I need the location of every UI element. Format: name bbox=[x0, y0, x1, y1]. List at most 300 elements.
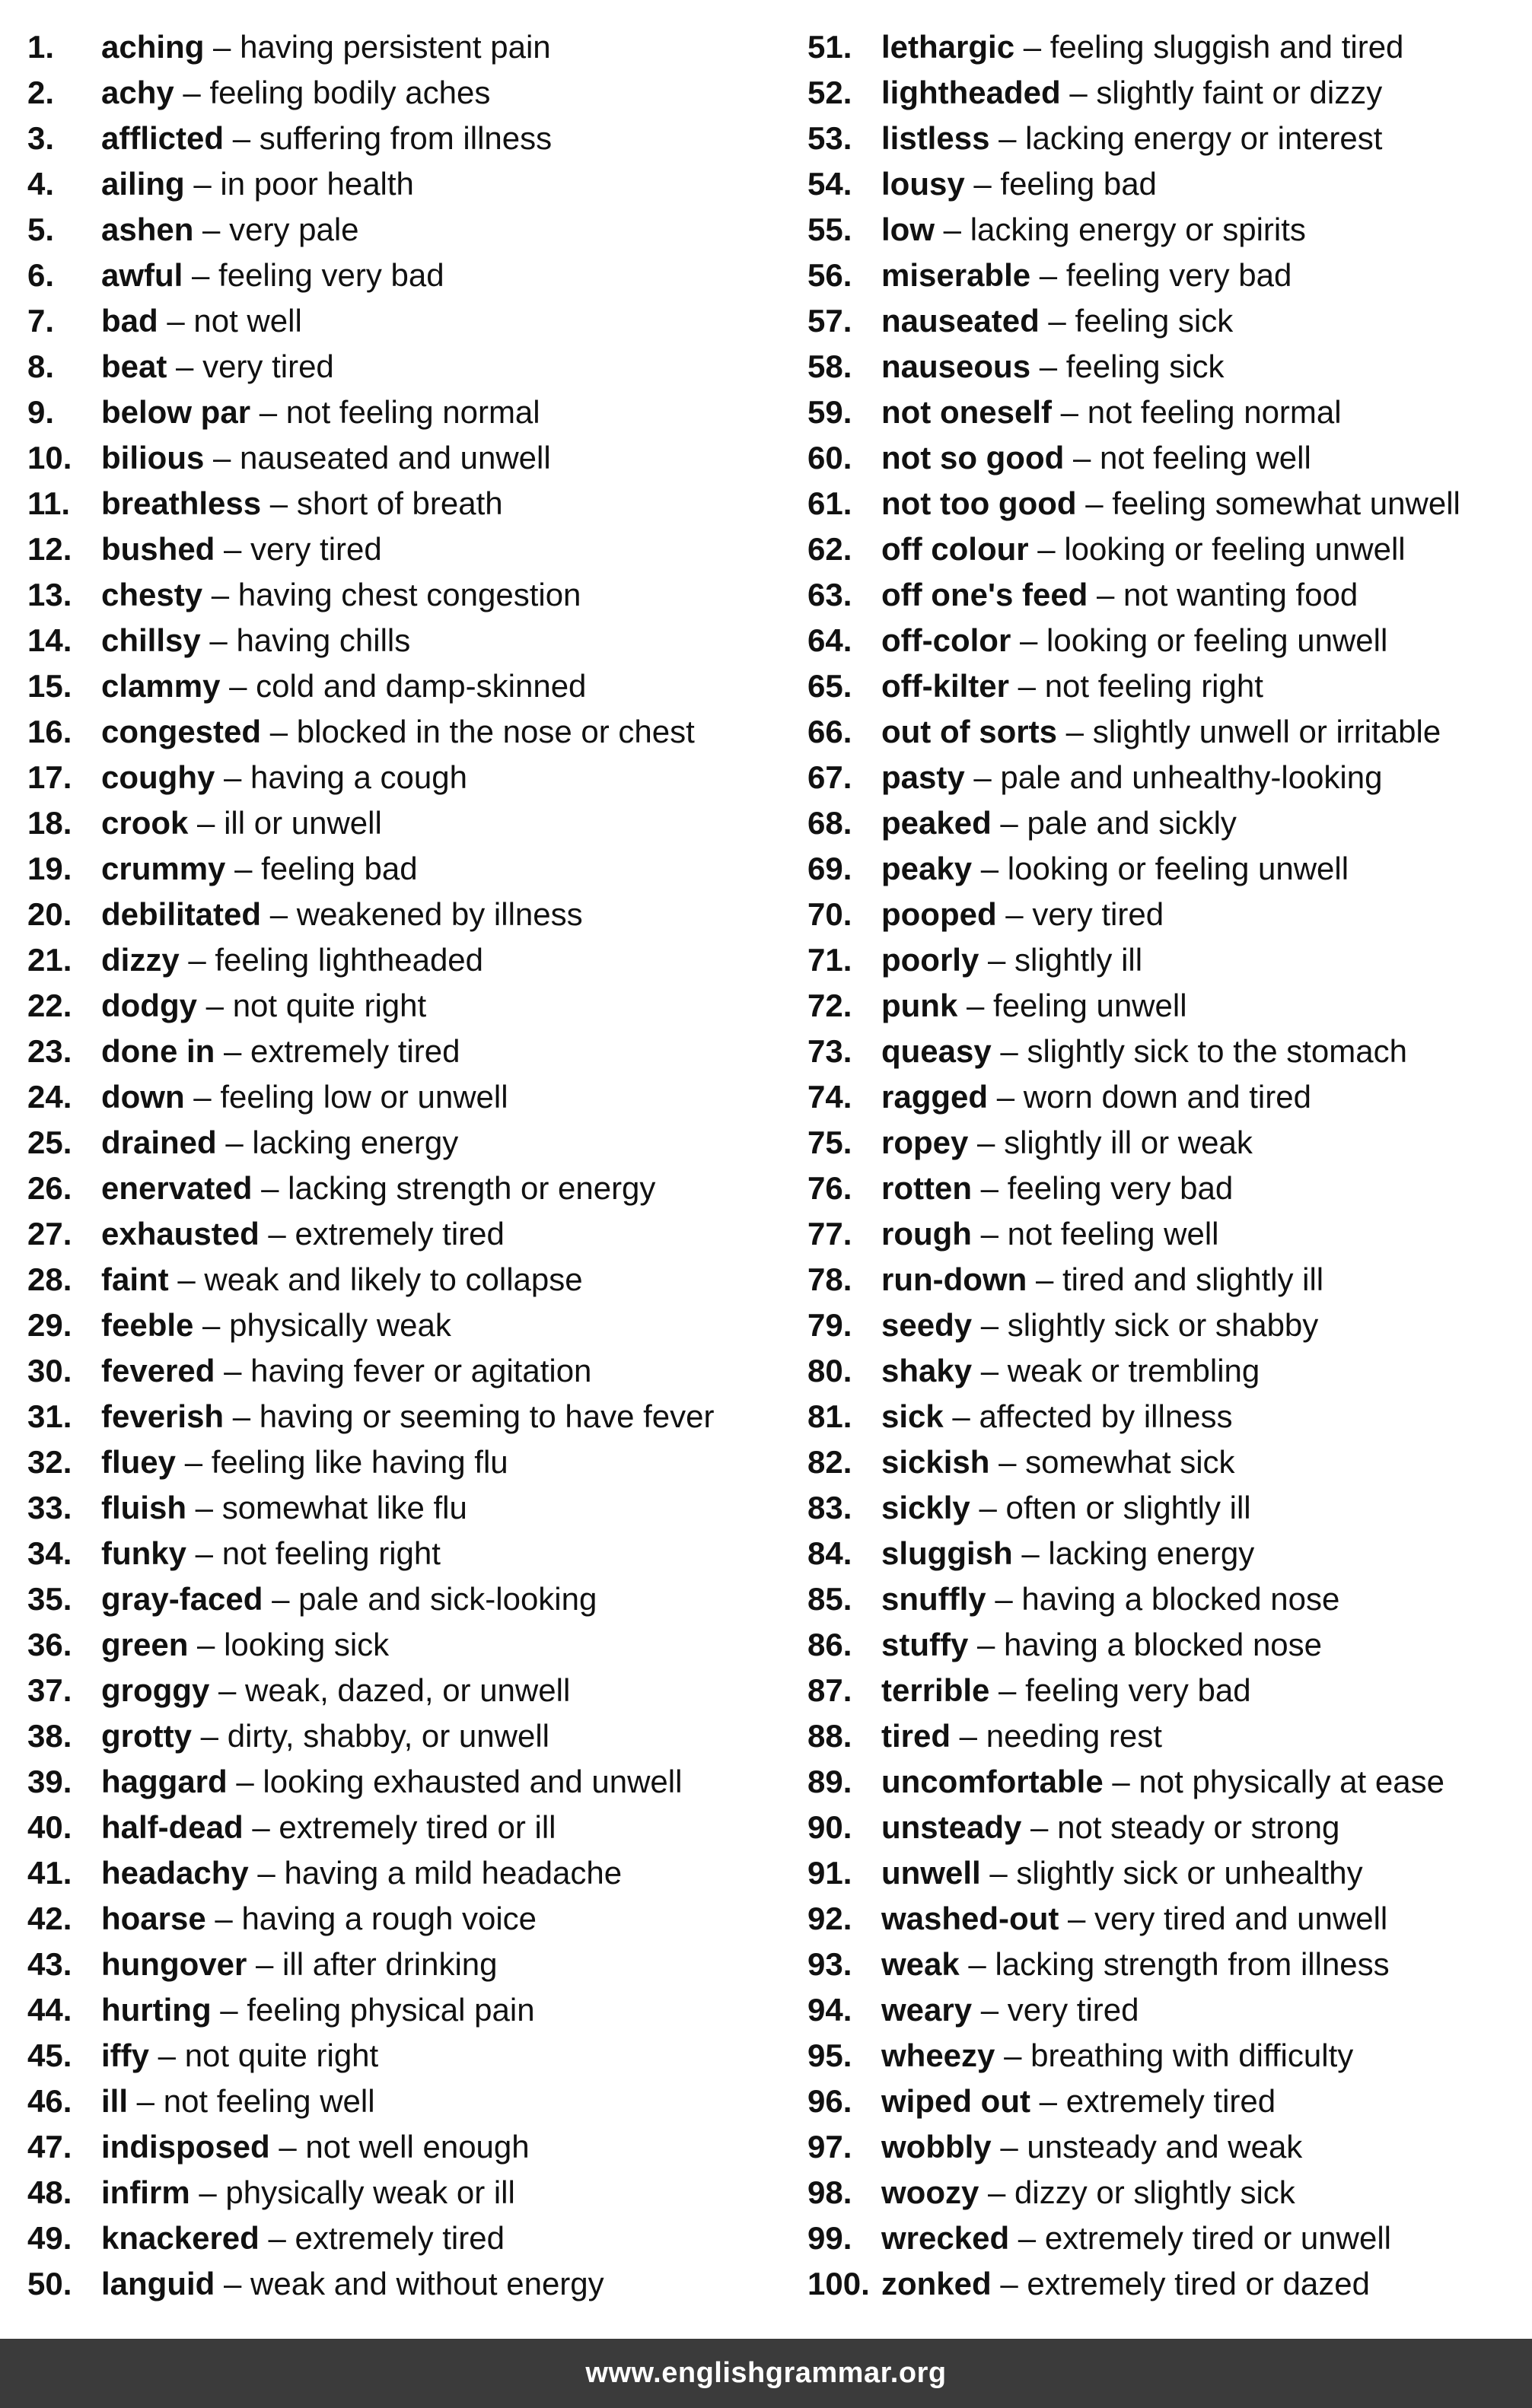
item-separator: – bbox=[1052, 394, 1088, 430]
item-separator: – bbox=[149, 2037, 185, 2073]
item-definition: slightly ill bbox=[1014, 942, 1143, 978]
item-separator: – bbox=[968, 1627, 1005, 1662]
item-word: coughy bbox=[101, 759, 215, 795]
item-word: dizzy bbox=[101, 942, 180, 978]
item-word: knackered bbox=[101, 2220, 260, 2256]
item-separator: – bbox=[989, 1672, 1026, 1708]
item-definition: affected by illness bbox=[979, 1398, 1233, 1434]
item-separator: – bbox=[215, 2266, 251, 2301]
list-item bbox=[807, 755, 1519, 800]
item-word: wobbly bbox=[881, 2129, 992, 2165]
list-item bbox=[807, 1531, 1519, 1576]
list-item bbox=[807, 1211, 1519, 1257]
item-separator: – bbox=[996, 896, 1033, 932]
item-word: lightheaded bbox=[881, 75, 1061, 110]
item-word: lousy bbox=[881, 166, 965, 202]
item-separator: – bbox=[248, 1855, 285, 1891]
item-definition: feeling bodily aches bbox=[209, 75, 491, 110]
item-definition: nauseated and unwell bbox=[240, 440, 551, 476]
item-definition: slightly sick or unhealthy bbox=[1016, 1855, 1363, 1891]
list-item bbox=[807, 618, 1519, 663]
item-definition: dizzy or slightly sick bbox=[1014, 2174, 1295, 2210]
item-word: punk bbox=[881, 988, 958, 1023]
item-definition: having chest congestion bbox=[237, 577, 581, 612]
item-separator: – bbox=[204, 29, 240, 65]
item-number: 11. bbox=[27, 485, 71, 521]
item-word: faint bbox=[101, 1261, 169, 1297]
list-item bbox=[807, 526, 1519, 572]
item-definition: slightly sick to the stomach bbox=[1027, 1033, 1407, 1069]
item-number: 3. bbox=[27, 120, 55, 156]
item-word: below par bbox=[101, 394, 251, 430]
item-separator: – bbox=[167, 348, 203, 384]
item-number: 22. bbox=[27, 988, 72, 1023]
item-definition: slightly sick or shabby bbox=[1007, 1307, 1319, 1343]
list-item bbox=[807, 1759, 1519, 1805]
item-word: achy bbox=[101, 75, 174, 110]
item-definition: weak and without energy bbox=[250, 2266, 604, 2301]
item-separator: – bbox=[979, 942, 1015, 978]
item-number: 8. bbox=[27, 348, 55, 384]
item-separator: – bbox=[215, 1033, 251, 1069]
list-item bbox=[807, 1987, 1519, 2033]
item-definition: having fever or agitation bbox=[250, 1353, 592, 1388]
item-number: 33. bbox=[27, 1490, 72, 1525]
item-number: 53. bbox=[807, 120, 852, 156]
list-item bbox=[27, 116, 807, 161]
list-item bbox=[27, 2079, 807, 2124]
item-word: miserable bbox=[881, 257, 1031, 293]
list-item bbox=[807, 161, 1519, 207]
list-item bbox=[27, 1074, 807, 1120]
item-separator: – bbox=[183, 257, 219, 293]
item-number: 14. bbox=[27, 622, 72, 658]
item-word: aching bbox=[101, 29, 205, 65]
item-word: lethargic bbox=[881, 29, 1015, 65]
list-item bbox=[807, 846, 1519, 892]
list-item bbox=[27, 892, 807, 937]
item-definition: weak or trembling bbox=[1007, 1353, 1260, 1388]
item-word: listless bbox=[881, 120, 990, 156]
item-word: uncomfortable bbox=[881, 1764, 1104, 1799]
item-separator: – bbox=[225, 851, 262, 886]
item-definition: breathing with difficulty bbox=[1030, 2037, 1354, 2073]
item-definition: lacking energy bbox=[252, 1124, 459, 1160]
word-list bbox=[27, 24, 1519, 2307]
item-definition: not quite right bbox=[232, 988, 427, 1023]
list-item bbox=[807, 1029, 1519, 1074]
item-definition: feeling physical pain bbox=[247, 1992, 535, 2028]
item-definition: feeling very bad bbox=[1065, 257, 1292, 293]
list-item bbox=[27, 1987, 807, 2033]
item-word: not too good bbox=[881, 485, 1077, 521]
item-number: 76. bbox=[807, 1170, 852, 1206]
list-item bbox=[27, 1531, 807, 1576]
item-separator: – bbox=[988, 1079, 1024, 1115]
item-number: 71. bbox=[807, 942, 852, 978]
list-item bbox=[27, 1896, 807, 1942]
item-separator: – bbox=[215, 531, 251, 567]
list-item bbox=[807, 2124, 1519, 2170]
item-separator: – bbox=[968, 1124, 1005, 1160]
item-separator: – bbox=[259, 1216, 295, 1252]
item-number: 97. bbox=[807, 2129, 852, 2165]
list-item bbox=[807, 1257, 1519, 1303]
list-item bbox=[27, 937, 807, 983]
item-word: poorly bbox=[881, 942, 979, 978]
item-number: 7. bbox=[27, 303, 55, 339]
item-word: zonked bbox=[881, 2266, 992, 2301]
item-number: 92. bbox=[807, 1901, 852, 1936]
list-item bbox=[27, 207, 807, 253]
item-definition: feeling low or unwell bbox=[220, 1079, 508, 1115]
item-word: ailing bbox=[101, 166, 185, 202]
item-word: chesty bbox=[101, 577, 203, 612]
item-number: 77. bbox=[807, 1216, 852, 1252]
item-definition: not feeling right bbox=[221, 1535, 441, 1571]
list-item bbox=[27, 1303, 807, 1348]
item-number: 15. bbox=[27, 668, 72, 704]
list-item bbox=[27, 1850, 807, 1896]
footer-website-url[interactable]: www.englishgrammar.org bbox=[585, 2357, 947, 2389]
item-word: not oneself bbox=[881, 394, 1053, 430]
item-word: beat bbox=[101, 348, 167, 384]
list-item bbox=[27, 161, 807, 207]
list-item bbox=[807, 1668, 1519, 1713]
item-word: run-down bbox=[881, 1261, 1027, 1297]
item-separator: – bbox=[991, 2129, 1027, 2165]
item-word: queasy bbox=[881, 1033, 992, 1069]
item-word: stuffy bbox=[881, 1627, 969, 1662]
item-definition: not feeling well bbox=[1099, 440, 1311, 476]
item-separator: – bbox=[176, 1444, 212, 1480]
item-separator: – bbox=[204, 440, 240, 476]
item-definition: not feeling normal bbox=[1087, 394, 1342, 430]
list-item bbox=[807, 2261, 1519, 2307]
item-number: 63. bbox=[807, 577, 852, 612]
word-list-column-left bbox=[27, 24, 807, 2307]
list-item bbox=[807, 435, 1519, 481]
item-number: 80. bbox=[807, 1353, 852, 1388]
item-definition: having a blocked nose bbox=[1004, 1627, 1323, 1662]
item-number: 91. bbox=[807, 1855, 852, 1891]
item-separator: – bbox=[1009, 668, 1045, 704]
item-separator: – bbox=[1076, 485, 1113, 521]
item-definition: not feeling right bbox=[1044, 668, 1263, 704]
item-word: headachy bbox=[101, 1855, 249, 1891]
item-word: hurting bbox=[101, 1992, 212, 2028]
item-separator: – bbox=[1103, 1764, 1139, 1799]
item-word: drained bbox=[101, 1124, 217, 1160]
item-definition: suffering from illness bbox=[259, 120, 553, 156]
item-definition: looking or feeling unwell bbox=[1046, 622, 1388, 658]
item-word: shaky bbox=[881, 1353, 973, 1388]
list-item bbox=[27, 1622, 807, 1668]
item-word: grotty bbox=[101, 1718, 192, 1754]
item-definition: not feeling well bbox=[1007, 1216, 1219, 1252]
item-word: sluggish bbox=[881, 1535, 1013, 1571]
item-word: off-color bbox=[881, 622, 1011, 658]
item-definition: very tired bbox=[250, 531, 382, 567]
list-item bbox=[807, 1074, 1519, 1120]
item-separator: – bbox=[959, 1946, 995, 1982]
item-number: 88. bbox=[807, 1718, 852, 1754]
item-separator: – bbox=[192, 1718, 228, 1754]
list-item bbox=[27, 435, 807, 481]
item-definition: looking exhausted and unwell bbox=[263, 1764, 683, 1799]
item-definition: having persistent pain bbox=[240, 29, 551, 65]
item-word: crummy bbox=[101, 851, 226, 886]
item-number: 9. bbox=[27, 394, 55, 430]
item-definition: not steady or strong bbox=[1057, 1809, 1340, 1845]
item-number: 41. bbox=[27, 1855, 72, 1891]
list-item bbox=[807, 24, 1519, 70]
item-definition: not wanting food bbox=[1123, 577, 1358, 612]
list-item bbox=[807, 1896, 1519, 1942]
list-item bbox=[27, 481, 807, 526]
item-number: 2. bbox=[27, 75, 55, 110]
item-definition: not quite right bbox=[184, 2037, 379, 2073]
item-definition: looking or feeling unwell bbox=[1064, 531, 1406, 567]
item-number: 78. bbox=[807, 1261, 852, 1297]
item-definition: feeling bad bbox=[261, 851, 418, 886]
list-item bbox=[27, 709, 807, 755]
item-word: nauseated bbox=[881, 303, 1040, 339]
list-item bbox=[27, 70, 807, 116]
item-number: 23. bbox=[27, 1033, 72, 1069]
list-item bbox=[807, 2033, 1519, 2079]
item-separator: – bbox=[1059, 1901, 1095, 1936]
item-definition: extremely tired or unwell bbox=[1044, 2220, 1391, 2256]
item-word: weak bbox=[881, 1946, 960, 1982]
item-number: 28. bbox=[27, 1261, 72, 1297]
item-word: haggard bbox=[101, 1764, 228, 1799]
item-number: 86. bbox=[807, 1627, 852, 1662]
item-definition: slightly ill or weak bbox=[1004, 1124, 1253, 1160]
item-word: fluish bbox=[101, 1490, 186, 1525]
item-word: off-kilter bbox=[881, 668, 1009, 704]
item-definition: having a blocked nose bbox=[1021, 1581, 1340, 1617]
item-number: 84. bbox=[807, 1535, 852, 1571]
item-number: 75. bbox=[807, 1124, 852, 1160]
item-separator: – bbox=[972, 1353, 1008, 1388]
item-number: 79. bbox=[807, 1307, 852, 1343]
item-separator: – bbox=[269, 2129, 306, 2165]
list-item bbox=[807, 983, 1519, 1029]
item-definition: very pale bbox=[229, 212, 359, 247]
item-definition: extremely tired bbox=[250, 1033, 460, 1069]
item-definition: weak and likely to collapse bbox=[204, 1261, 583, 1297]
list-item bbox=[27, 1394, 807, 1439]
item-separator: – bbox=[202, 577, 238, 612]
item-separator: – bbox=[991, 1033, 1027, 1069]
list-item bbox=[807, 1850, 1519, 1896]
list-item bbox=[807, 1394, 1519, 1439]
item-separator: – bbox=[972, 851, 1008, 886]
list-item bbox=[27, 1805, 807, 1850]
item-separator: – bbox=[1088, 577, 1124, 612]
item-word: infirm bbox=[101, 2174, 190, 2210]
item-number: 4. bbox=[27, 166, 55, 202]
item-number: 24. bbox=[27, 1079, 72, 1115]
item-word: off colour bbox=[881, 531, 1029, 567]
item-definition: in poor health bbox=[220, 166, 414, 202]
item-definition: feeling lightheaded bbox=[215, 942, 484, 978]
list-item bbox=[27, 755, 807, 800]
item-number: 6. bbox=[27, 257, 55, 293]
item-number: 65. bbox=[807, 668, 852, 704]
item-definition: pale and sickly bbox=[1027, 805, 1237, 841]
list-item bbox=[807, 390, 1519, 435]
item-number: 12. bbox=[27, 531, 72, 567]
item-number: 52. bbox=[807, 75, 852, 110]
list-item bbox=[807, 1439, 1519, 1485]
item-number: 44. bbox=[27, 1992, 72, 2028]
list-item bbox=[27, 1942, 807, 1987]
item-separator: – bbox=[184, 1079, 221, 1115]
list-item bbox=[27, 1439, 807, 1485]
item-definition: very tired and unwell bbox=[1094, 1901, 1388, 1936]
item-separator: – bbox=[261, 485, 297, 521]
item-number: 21. bbox=[27, 942, 72, 978]
list-item bbox=[27, 253, 807, 298]
item-word: bilious bbox=[101, 440, 205, 476]
item-definition: lacking strength or energy bbox=[288, 1170, 656, 1206]
item-number: 73. bbox=[807, 1033, 852, 1069]
list-item bbox=[807, 70, 1519, 116]
item-separator: – bbox=[216, 1124, 253, 1160]
item-word: breathless bbox=[101, 485, 262, 521]
item-definition: blocked in the nose or chest bbox=[296, 714, 695, 749]
item-word: afflicted bbox=[101, 120, 225, 156]
item-word: pasty bbox=[881, 759, 965, 795]
item-word: exhausted bbox=[101, 1216, 260, 1252]
item-word: washed-out bbox=[881, 1901, 1059, 1936]
list-item bbox=[27, 2124, 807, 2170]
item-definition: extremely tired bbox=[295, 2220, 505, 2256]
item-separator: – bbox=[986, 1581, 1022, 1617]
list-item bbox=[27, 800, 807, 846]
item-separator: – bbox=[196, 988, 233, 1023]
item-word: clammy bbox=[101, 668, 221, 704]
list-item bbox=[27, 618, 807, 663]
item-word: unsteady bbox=[881, 1809, 1022, 1845]
item-definition: tired and slightly ill bbox=[1062, 1261, 1324, 1297]
item-word: sickish bbox=[881, 1444, 990, 1480]
item-word: half-dead bbox=[101, 1809, 244, 1845]
item-word: languid bbox=[101, 2266, 215, 2301]
list-item bbox=[27, 1211, 807, 1257]
item-definition: dirty, shabby, or unwell bbox=[227, 1718, 550, 1754]
item-separator: – bbox=[943, 1398, 979, 1434]
item-separator: – bbox=[174, 75, 210, 110]
item-separator: – bbox=[263, 1581, 299, 1617]
item-word: sickly bbox=[881, 1490, 970, 1525]
item-separator: – bbox=[1056, 714, 1093, 749]
item-word: fevered bbox=[101, 1353, 215, 1388]
item-separator: – bbox=[991, 2266, 1027, 2301]
list-item bbox=[807, 663, 1519, 709]
item-separator: – bbox=[935, 212, 970, 247]
item-number: 57. bbox=[807, 303, 852, 339]
item-definition: having a cough bbox=[250, 759, 467, 795]
item-word: unwell bbox=[881, 1855, 981, 1891]
item-definition: not well bbox=[193, 303, 302, 339]
item-number: 1. bbox=[27, 29, 55, 65]
item-number: 82. bbox=[807, 1444, 852, 1480]
item-number: 94. bbox=[807, 1992, 852, 2028]
item-separator: – bbox=[1060, 75, 1097, 110]
item-separator: – bbox=[1030, 2083, 1066, 2119]
list-item bbox=[27, 2216, 807, 2261]
item-number: 17. bbox=[27, 759, 72, 795]
list-item bbox=[807, 1942, 1519, 1987]
list-item bbox=[807, 207, 1519, 253]
item-word: ashen bbox=[101, 212, 194, 247]
item-separator: – bbox=[227, 1764, 263, 1799]
item-number: 16. bbox=[27, 714, 72, 749]
item-separator: – bbox=[1012, 1535, 1049, 1571]
item-separator: – bbox=[184, 166, 221, 202]
item-word: iffy bbox=[101, 2037, 149, 2073]
item-number: 50. bbox=[27, 2266, 72, 2301]
list-item bbox=[27, 1759, 807, 1805]
item-definition: very tired bbox=[1032, 896, 1164, 932]
item-definition: not feeling well bbox=[163, 2083, 375, 2119]
item-separator: – bbox=[243, 1809, 279, 1845]
item-separator: – bbox=[259, 2220, 295, 2256]
item-separator: – bbox=[957, 988, 994, 1023]
list-item bbox=[27, 983, 807, 1029]
item-separator: – bbox=[247, 1946, 283, 1982]
list-item bbox=[27, 1029, 807, 1074]
item-word: out of sorts bbox=[881, 714, 1057, 749]
item-definition: cold and damp-skinned bbox=[256, 668, 587, 704]
list-item bbox=[807, 1622, 1519, 1668]
item-definition: feeling sick bbox=[1065, 348, 1225, 384]
item-number: 66. bbox=[807, 714, 852, 749]
item-separator: – bbox=[193, 1307, 230, 1343]
item-number: 13. bbox=[27, 577, 72, 612]
list-item bbox=[27, 1120, 807, 1166]
footer-bar bbox=[0, 2339, 1532, 2408]
item-number: 81. bbox=[807, 1398, 852, 1434]
item-number: 48. bbox=[27, 2174, 72, 2210]
item-word: bushed bbox=[101, 531, 215, 567]
item-separator: – bbox=[188, 805, 225, 841]
item-definition: looking or feeling unwell bbox=[1007, 851, 1349, 886]
list-item bbox=[27, 1166, 807, 1211]
item-word: down bbox=[101, 1079, 185, 1115]
list-item bbox=[807, 1166, 1519, 1211]
list-item bbox=[807, 1303, 1519, 1348]
item-word: indisposed bbox=[101, 2129, 270, 2165]
item-definition: ill after drinking bbox=[282, 1946, 498, 1982]
item-separator: – bbox=[1039, 303, 1075, 339]
list-item bbox=[807, 481, 1519, 526]
item-separator: – bbox=[205, 1901, 242, 1936]
item-separator: – bbox=[972, 1992, 1008, 2028]
item-definition: extremely tired bbox=[295, 1216, 505, 1252]
item-definition: having a rough voice bbox=[241, 1901, 537, 1936]
list-item bbox=[807, 1120, 1519, 1166]
item-definition: having or seeming to have fever bbox=[259, 1398, 715, 1434]
list-item bbox=[807, 344, 1519, 390]
item-separator: – bbox=[209, 1672, 246, 1708]
item-number: 96. bbox=[807, 2083, 852, 2119]
item-word: terrible bbox=[881, 1672, 990, 1708]
item-separator: – bbox=[980, 1855, 1017, 1891]
